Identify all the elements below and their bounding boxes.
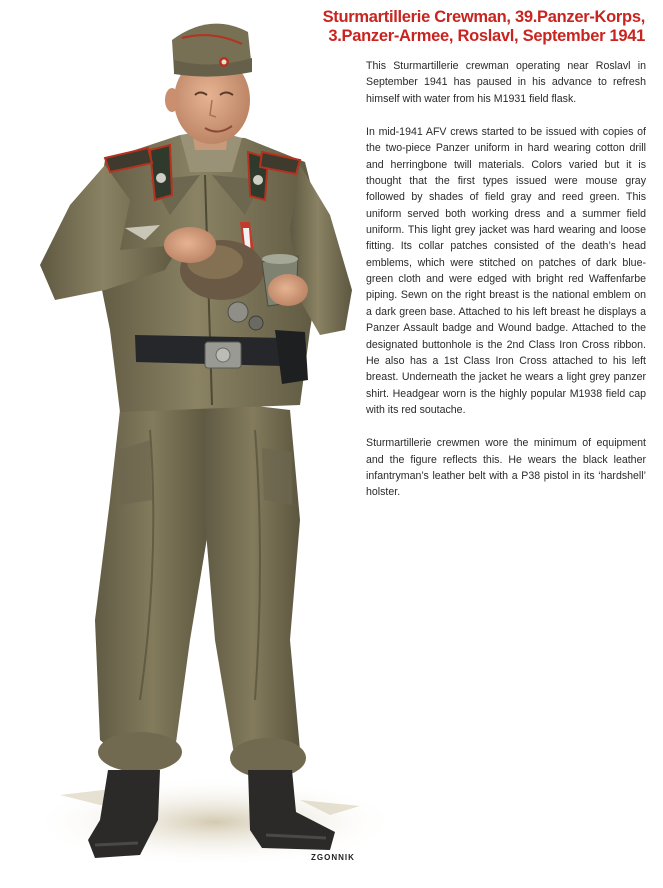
page-title — [285, 8, 645, 46]
title-line-1: Sturmartillerie Crewman, 39.Panzer-Korps, — [322, 8, 645, 26]
paragraph-equipment: Sturmartillerie crewmen wore the minimum of equipment and the figure reflects this. He wears the black leather infantryman’s leather belt with a P38 pistol in its ‘hardshell’ holster. — [366, 437, 646, 499]
title-line-2: 3.Panzer-Armee, Roslavl, September 1941 — [328, 27, 645, 45]
paragraph-intro: This Sturmartillerie crewman operating near Roslavl in September 1941 has paused in his advance to refresh himself with water from his M1931 field flask. — [366, 60, 646, 105]
artist-signature: ZGONNIK — [311, 853, 355, 862]
paragraph-uniform: In mid-1941 AFV crews started to be issued with copies of the two-piece Panzer uniform in hard wearing cotton drill and herringbone twill materials. Colors varied but it is thought that the first types issued were mouse gray followed by shades of field gray and reed green. This uniform served both working dress and a summer field uniform. This light grey jacket was hard wearing and loose fitting. Its collar patches consisted of the death’s head emblems, which were stitched on patches of dark blue-green cloth and were edged with bright red Waffenfarbe piping. Sewn on the right breast is the national emblem on a dark green base. Attached to his left breast he displays a Panzer Assault badge and Wound badge. Attached to the designated buttonhole is the 2nd Class Iron Cross ribbon. He also has a 1st Class Iron Cross attached to his left breast. Underneath the jacket he wears a light grey panzer shirt. Headgear worn is the highly popular M1938 field cap with its red soutache. — [366, 126, 646, 416]
description-text — [366, 58, 646, 518]
